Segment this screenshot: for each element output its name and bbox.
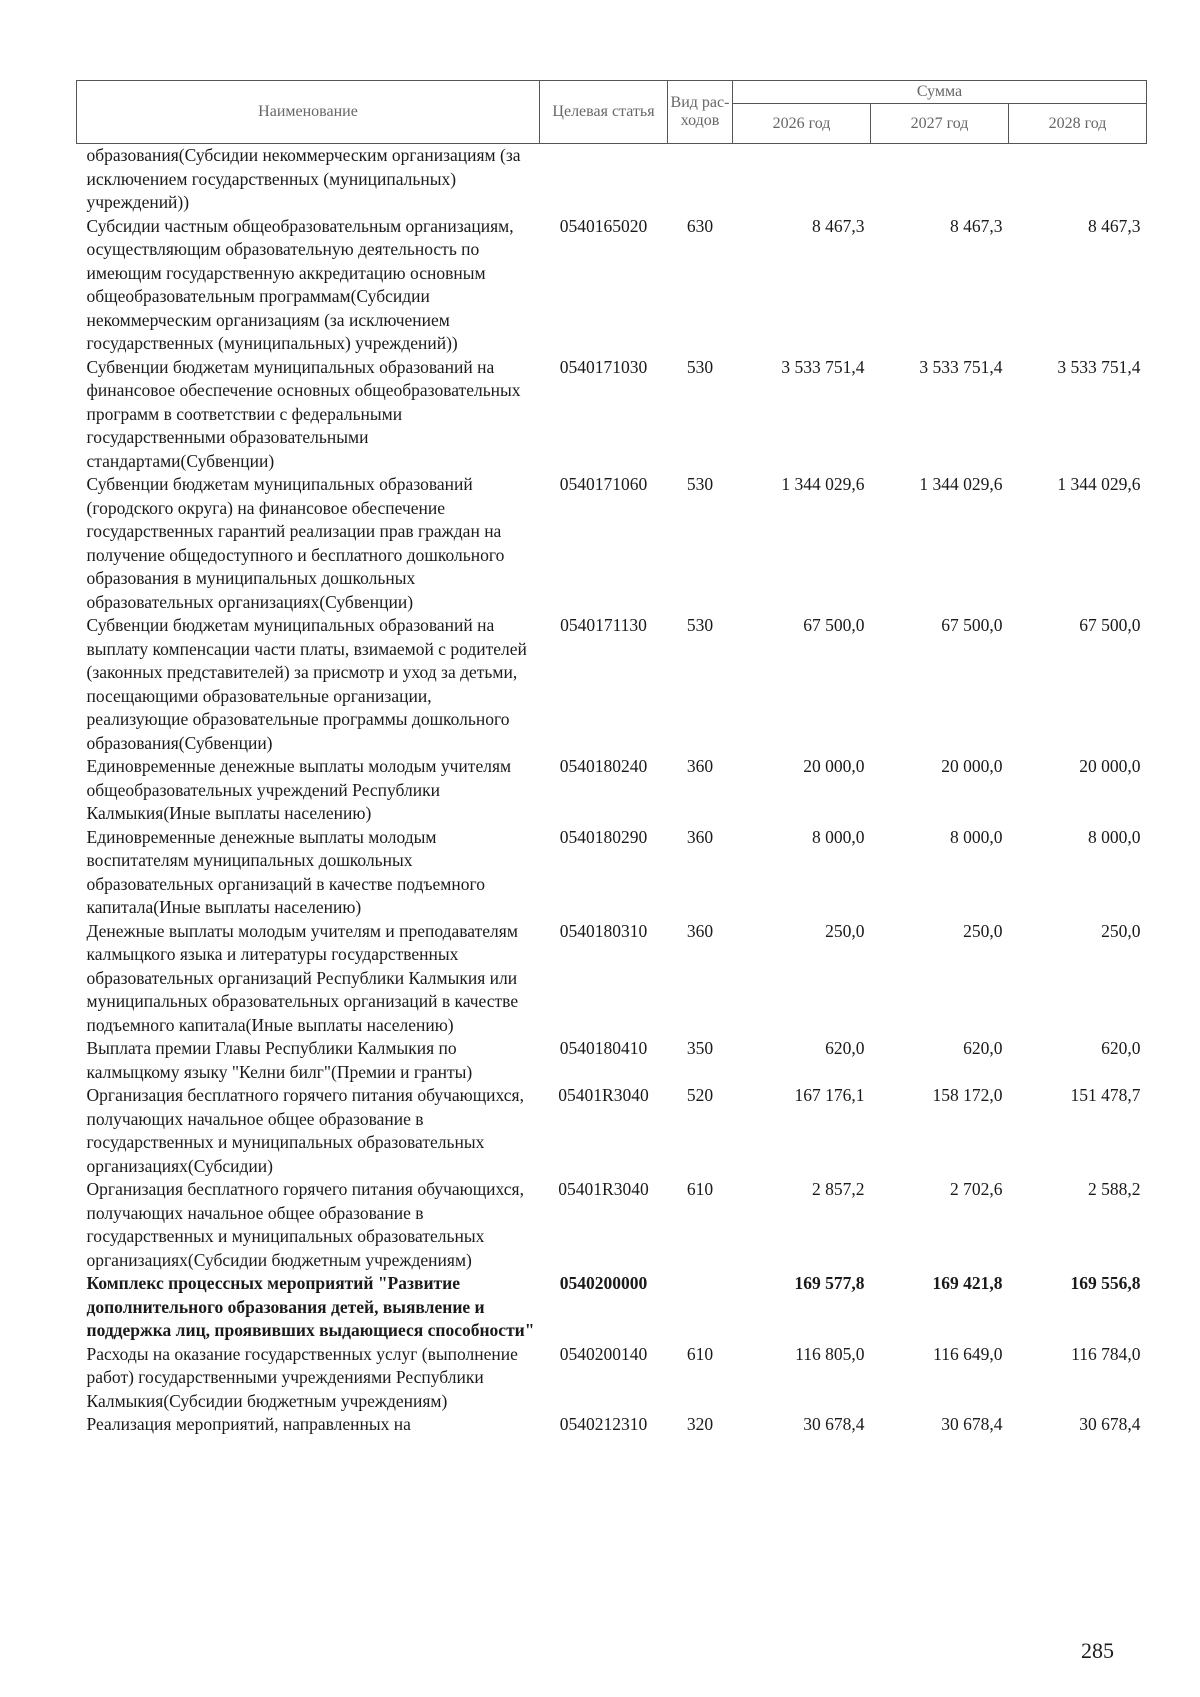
header-target: Целевая статья xyxy=(540,81,668,144)
row-expense-type xyxy=(668,1272,733,1343)
table-row xyxy=(77,614,1147,755)
row-name: Реализация мероприятий, направленных на xyxy=(86,1414,411,1434)
row-value-2028: 2 588,2 xyxy=(1088,1179,1141,1199)
row-value-2028: 151 478,7 xyxy=(1070,1085,1141,1105)
row-expense-type: 610 xyxy=(686,1343,714,1364)
row-target-code: 0540180310 xyxy=(559,920,648,941)
row-expense-type: 530 xyxy=(686,474,714,494)
row-name: Денежные выплаты молодым учителям и преподавателям калмыцкого языка и литературы государственных образовательных организаций Республики Калмыкия или муниципальных образовательных организаций в качестве подъемного капитала(Иные выплаты населению) xyxy=(86,920,519,1035)
row-value-2028: 20 000,0 xyxy=(1079,756,1141,776)
table-row xyxy=(77,826,1147,920)
row-value-2026: 1 344 029,6 xyxy=(781,474,865,494)
row-value-2027: 20 000,0 xyxy=(941,756,1003,776)
row-expense-type: 360 xyxy=(686,920,714,941)
row-value-2027: 250,0 xyxy=(963,920,1003,941)
row-expense-type: 350 xyxy=(686,1038,714,1058)
row-value-2027 xyxy=(871,144,1009,215)
row-value-2026: 620,0 xyxy=(825,1038,865,1058)
row-expense-type: 320 xyxy=(686,1414,714,1434)
row-value-2026: 3 533 751,4 xyxy=(781,356,865,377)
table-row xyxy=(77,215,1147,356)
row-value-2027: 158 172,0 xyxy=(932,1085,1003,1105)
row-target-code xyxy=(540,144,668,215)
row-target-code: 0540171060 xyxy=(559,474,648,494)
row-value-2027: 116 649,0 xyxy=(933,1343,1003,1364)
row-value-2028: 30 678,4 xyxy=(1079,1414,1141,1434)
table-row xyxy=(77,473,1147,614)
row-target-code: 0540171130 xyxy=(560,615,647,635)
row-value-2027: 169 421,8 xyxy=(932,1273,1003,1293)
table-row xyxy=(77,1178,1147,1272)
row-value-2026: 2 857,2 xyxy=(812,1179,865,1199)
row-target-code: 0540200000 xyxy=(559,1273,648,1293)
row-name: Субвенции бюджетам муниципальных образований на выплату компенсации части платы, взимаемой с родителей (законных представителей) за присмотр и уход за детьми, посещающими образовательные организации, реализующие образовательные программы дошкольного образования(Субвенции) xyxy=(86,615,527,753)
row-value-2027: 30 678,4 xyxy=(941,1414,1003,1434)
row-value-2028: 116 784,0 xyxy=(1071,1343,1141,1364)
header-year-2027: 2027 год xyxy=(871,104,1009,144)
row-value-2026: 67 500,0 xyxy=(803,615,865,635)
table-row xyxy=(77,920,1147,1038)
row-expense-type: 530 xyxy=(686,615,714,635)
row-value-2028: 8 467,3 xyxy=(1088,215,1141,236)
row-name: Комплекс процессных мероприятий "Развитие дополнительного образования детей, выявление и поддержка лиц, проявивших выдающиеся способности" xyxy=(86,1273,535,1340)
row-value-2027: 2 702,6 xyxy=(950,1179,1003,1199)
row-value-2027: 8 000,0 xyxy=(950,826,1003,847)
row-name: Расходы на оказание государственных услуг (выполнение работ) государственными учреждениями Республики Калмыкия(Субсидии бюджетным учреждениям) xyxy=(86,1343,518,1411)
row-value-2026 xyxy=(733,144,871,215)
row-expense-type: 520 xyxy=(686,1085,714,1105)
row-value-2026: 250,0 xyxy=(825,920,865,941)
row-name: Субвенции бюджетам муниципальных образований (городского округа) на финансовое обеспечение государственных гарантий реализации прав граждан на получение общедоступного и бесплатного дошкольного образования в муниципальных дошкольных образовательных организациях(Субвенции) xyxy=(86,474,505,612)
row-target-code: 05401R3040 xyxy=(558,1085,649,1105)
row-expense-type: 610 xyxy=(686,1179,714,1199)
table-row xyxy=(77,144,1147,215)
row-value-2028: 67 500,0 xyxy=(1079,615,1141,635)
row-name: Выплата премии Главы Республики Калмыкия по калмыцкому языку "Келни билг"(Премии и гранты) xyxy=(86,1038,473,1082)
header-expense-type: Вид рас-ходов xyxy=(668,81,733,144)
header-year-2028: 2028 год xyxy=(1009,104,1147,144)
page-number: 285 xyxy=(1081,1638,1114,1663)
row-expense-type: 530 xyxy=(686,356,714,377)
row-value-2028: 3 533 751,4 xyxy=(1057,356,1141,377)
table-header xyxy=(77,81,1147,144)
row-target-code: 0540180240 xyxy=(559,756,648,776)
row-value-2028: 169 556,8 xyxy=(1070,1273,1141,1293)
row-value-2026: 20 000,0 xyxy=(803,756,865,776)
row-expense-type: 360 xyxy=(686,826,714,847)
row-name: Субвенции бюджетам муниципальных образований на финансовое обеспечение основных общеобразовательных программ в соответствии с федеральными государственными образовательными стандартами(Субвенции) xyxy=(86,356,521,471)
row-value-2027: 8 467,3 xyxy=(950,215,1003,236)
row-name: образования(Субсидии некоммерческим организациям (за исключением государственных (муниципальных) учреждений)) xyxy=(86,145,521,212)
row-expense-type xyxy=(668,144,733,215)
row-expense-type: 630 xyxy=(686,215,714,236)
row-name: Организация бесплатного горячего питания обучающихся, получающих начальное общее образование в государственных и муниципальных образовательных организациях(Субсидии бюджетным учреждениям) xyxy=(86,1179,524,1270)
row-value-2028: 8 000,0 xyxy=(1088,826,1141,847)
row-value-2027: 620,0 xyxy=(963,1038,1003,1058)
row-target-code: 0540165020 xyxy=(559,215,648,236)
table-row xyxy=(77,1272,1147,1343)
row-value-2028 xyxy=(1009,144,1147,215)
row-value-2027: 1 344 029,6 xyxy=(919,474,1003,494)
row-value-2026: 169 577,8 xyxy=(794,1273,865,1293)
row-target-code: 0540180290 xyxy=(559,826,648,847)
row-value-2026: 8 000,0 xyxy=(812,826,865,847)
row-target-code: 05401R3040 xyxy=(558,1179,649,1199)
row-name: Организация бесплатного горячего питания обучающихся, получающих начальное общее образование в государственных и муниципальных образовательных организациях(Субсидии) xyxy=(86,1085,524,1176)
row-value-2027: 3 533 751,4 xyxy=(919,356,1003,377)
table-row xyxy=(77,1343,1147,1414)
row-value-2028: 250,0 xyxy=(1101,920,1141,941)
row-target-code: 0540200140 xyxy=(559,1343,648,1364)
row-name: Единовременные денежные выплаты молодым учителям общеобразовательных учреждений Республики Калмыкия(Иные выплаты населению) xyxy=(86,756,512,823)
table-row xyxy=(77,755,1147,826)
table-row xyxy=(77,356,1147,474)
table-row xyxy=(77,1413,1147,1437)
row-name: Субсидии частным общеобразовательным организациям, осуществляющим образовательную деятельность по имеющим государственную аккредитацию основным общеобразовательным программам(Субсидии некоммерческим организациям (за исключением государственных (муниципальных) учреждений)) xyxy=(86,215,514,353)
row-value-2026: 167 176,1 xyxy=(794,1085,865,1105)
header-name: Наименование xyxy=(77,81,540,144)
row-target-code: 0540180410 xyxy=(559,1038,648,1058)
row-value-2026: 8 467,3 xyxy=(812,215,865,236)
budget-table xyxy=(76,80,1147,1437)
row-value-2028: 620,0 xyxy=(1101,1038,1141,1058)
table-row xyxy=(77,1084,1147,1178)
row-target-code: 0540171030 xyxy=(559,356,648,377)
row-value-2027: 67 500,0 xyxy=(941,615,1003,635)
table-body xyxy=(77,144,1147,1437)
header-sum: Сумма xyxy=(733,81,1147,104)
row-expense-type: 360 xyxy=(686,756,714,776)
row-name: Единовременные денежные выплаты молодым воспитателям муниципальных дошкольных образовательных организаций в качестве подъемного капитала(Иные выплаты населению) xyxy=(86,826,485,917)
header-year-2026: 2026 год xyxy=(733,104,871,144)
row-value-2026: 30 678,4 xyxy=(803,1414,865,1434)
row-value-2026: 116 805,0 xyxy=(795,1343,865,1364)
row-value-2028: 1 344 029,6 xyxy=(1057,474,1141,494)
table-row xyxy=(77,1037,1147,1084)
budget-table-sheet xyxy=(76,80,1146,1437)
row-target-code: 0540212310 xyxy=(559,1414,648,1434)
